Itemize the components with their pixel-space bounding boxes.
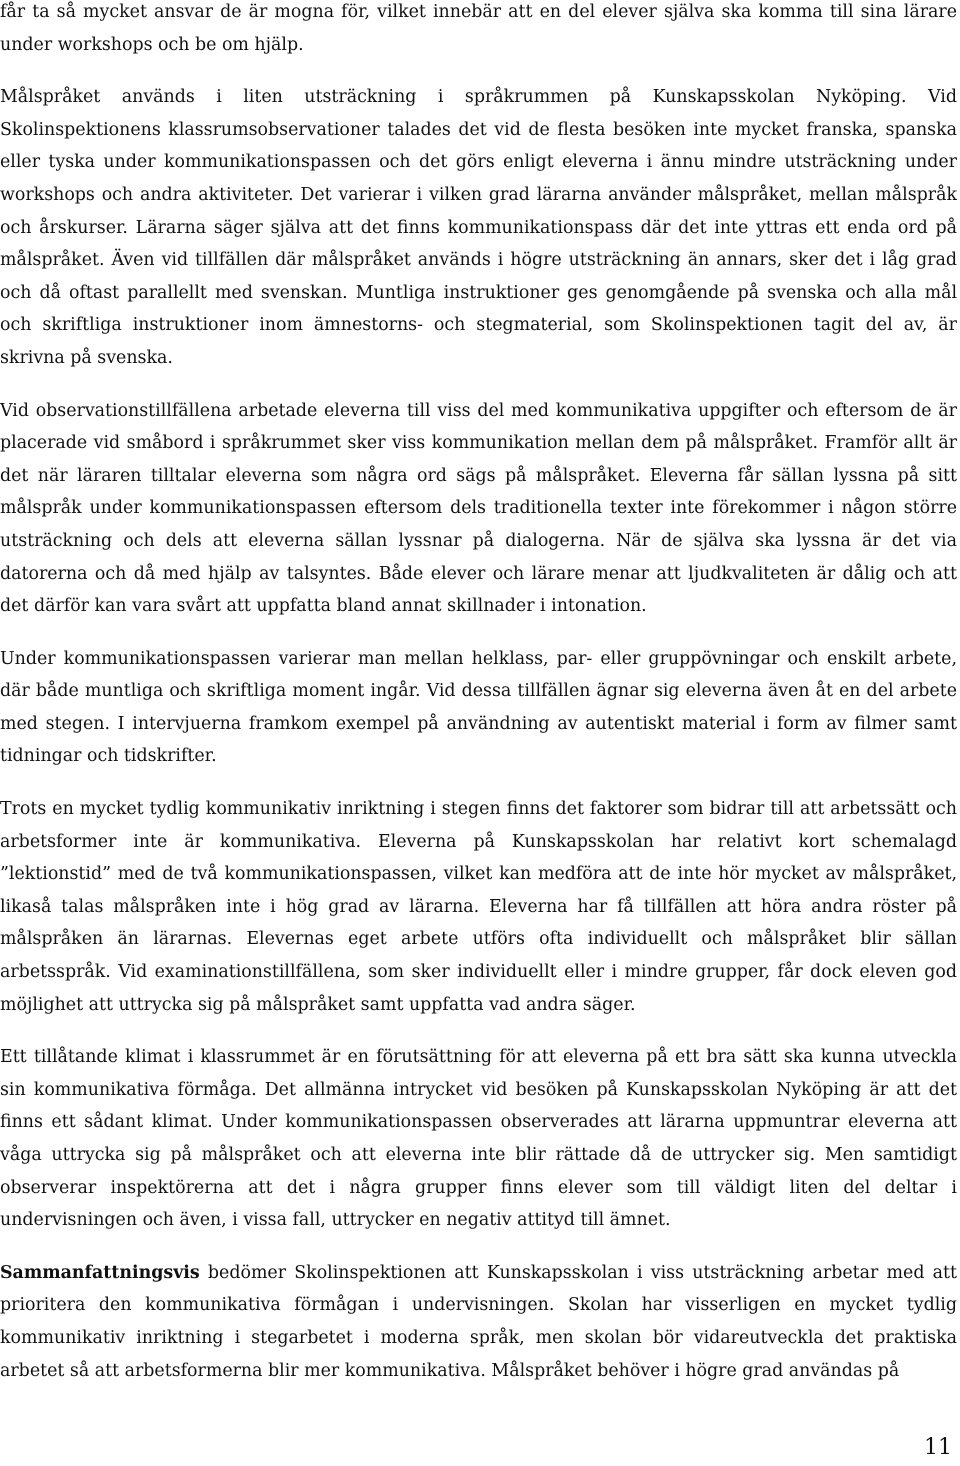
paragraph-text: Ett tillåtande klimat i klassrummet är en förutsättning för att eleverna på ett bra sätt ska kunna utveckla sin kommunikativa förmåga. Det allmänna intrycket vid besöken på Kunskapsskolan Nyköping är att det finns ett sådant klimat. Under kommunikationspassen observerades att lärarna uppmuntrar eleverna att våga uttrycka sig på målspråket och att eleverna inte blir rättade då de uttrycker sig. Men samtidigt observerar inspektörerna att det i några grupper finns elever som till väldigt liten del deltar i undervisningen och även, i vissa fall, uttrycker en negativ attityd till ämnet. (0, 1047, 957, 1231)
paragraph-summary (0, 1257, 957, 1387)
paragraph-classroom-climate (0, 1041, 957, 1237)
paragraph-target-language-usage (0, 81, 957, 374)
summary-lead-word: Sammanfattningsvis (0, 1262, 200, 1283)
paragraph-text: får ta så mycket ansvar de är mogna för, vilket innebär att en del elever själva ska komma till sina lärare under workshops och be om hjälp. (0, 2, 957, 55)
paragraph-observations (0, 395, 957, 623)
paragraph-communication-passes (0, 643, 957, 773)
paragraph-text: Målspråket används i liten utsträckning i språkrummen på Kunskapsskolan Nyköping. Vid Skolinspektionens klassrumsobservationer talades det vid de flesta besöken inte mycket franska, spanska eller tyska under kommunikationspassen och det görs enligt eleverna i ännu mindre utsträckning under workshops och andra aktiviteter. Det varierar i vilken grad lärarna använder målspråket, mellan målspråk och årskurser. Lärarna säger själva att det finns kommunikationspass där det inte yttras ett enda ord på målspråket. Även vid tillfällen där målspråket används i högre utsträckning än annars, sker det i låg grad och då oftast parallellt med svenskan. Muntliga instruktioner ges genomgående på svenska och alla mål och skriftliga instruktioner inom ämnestorns- och stegmaterial, som Skolinspektionen tagit del av, är skrivna på svenska. (0, 87, 957, 368)
paragraph-text: Trots en mycket tydlig kommunikativ inriktning i stegen finns det faktorer som bidrar till att arbetssätt och arbetsformer inte är kommunikativa. Eleverna på Kunskapsskolan har relativt kort schemalagd ”lektionstid” med de två kommunikationspassen, vilket kan medföra att de inte hör mycket av målspråket, likaså talas målspråken inte i hög grad av lärarna. Eleverna har få tillfällen att höra andra röster på målspråken än lärarnas. Elevernas eget arbete utförs ofta individuellt och målspråket blir sällan arbetsspråk. Vid examinationstillfällena, som sker individuellt eller i mindre grupper, får dock eleven god möjlighet att uttrycka sig på målspråket samt uppfatta vad andra säger. (0, 799, 957, 1015)
paragraph-text: Under kommunikationspassen varierar man mellan helklass, par- eller gruppövningar och enskilt arbete, där både muntliga och skriftliga moment ingår. Vid dessa tillfällen ägnar sig eleverna även åt en del arbete med stegen. I intervjuerna framkom exempel på användning av autentiskt material i form av filmer samt tidningar och tidskrifter. (0, 648, 957, 767)
paragraph-text: bedömer Skolinspektionen att Kunskapsskolan i viss utsträckning arbetar med att prioritera den kommunikativa förmågan i undervisningen. Skolan har visserligen en mycket tydlig kommunikativ inriktning i stegarbetet i moderna språk, men skolan bör vidareutveckla det praktiska arbetet så att arbetsformerna blir mer kommunikativa. Målspråket behöver i högre grad användas på (0, 1262, 957, 1381)
paragraph-communicative-orientation (0, 793, 957, 1021)
page-number: 11 (924, 1435, 952, 1460)
paragraph-text: Vid observationstillfällena arbetade eleverna till viss del med kommunikativa uppgifter och eftersom de är placerade vid småbord i språkrummet sker viss kommunikation mellan dem på målspråket. Framför allt är det när läraren tilltalar eleverna som några ord sägs på målspråket. Eleverna får sällan lyssna på sitt målspråk under kommunikationspassen eftersom dels traditionella texter inte förekommer i någon större utsträckning och dels att eleverna sällan lyssnar på dialogerna. När de själva ska lyssna är det via datorerna och då med hjälp av talsyntes. Både elever och lärare menar att ljudkvaliteten är dålig och att det därför kan vara svårt att uppfatta bland annat skillnader i intonation. (0, 400, 957, 617)
paragraph-continuation (0, 0, 957, 61)
